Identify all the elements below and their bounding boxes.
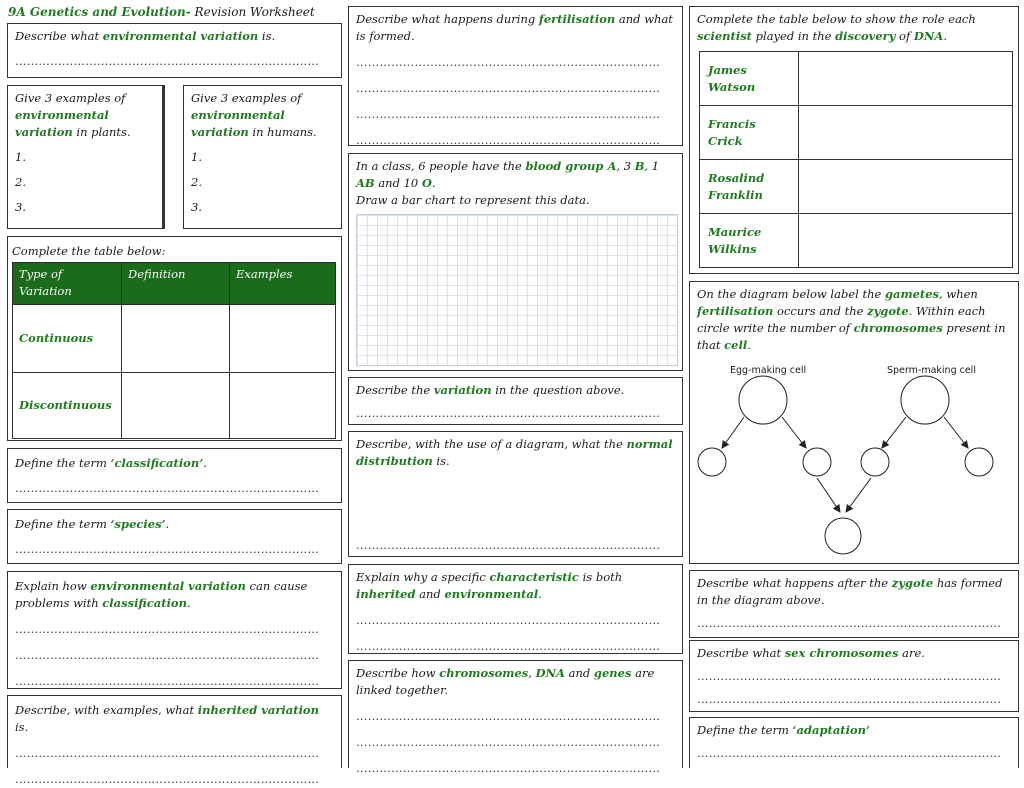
question-text: Describe, with the use of a diagram, what the normal distribution is. — [356, 437, 673, 468]
zygote-cell — [825, 518, 861, 554]
answer-line[interactable]: …………………………………………………………………… — [356, 613, 661, 627]
answer-line[interactable]: …………………………………………………………………… — [356, 538, 661, 552]
sperm-making-cell — [901, 376, 949, 424]
answer-item-2[interactable]: 2. — [15, 175, 26, 189]
question-text: Describe what sex chromosomes are. — [697, 646, 925, 660]
sperm-gamete — [965, 448, 993, 476]
question-inherited-variation — [7, 695, 342, 786]
egg-making-cell — [739, 376, 787, 424]
answer-cell[interactable] — [799, 52, 1013, 106]
question-text: In a class, 6 people have the blood group A, 3 B, 1 AB and 10 O. — [356, 159, 660, 190]
row-label: Continuous — [13, 305, 122, 373]
table-header-cell: Type of Variation — [13, 263, 122, 305]
answer-line[interactable]: …………………………………………………………………… — [15, 622, 320, 636]
question-variation-above — [348, 377, 683, 425]
question-text: Complete the table below: — [12, 244, 166, 258]
answer-line[interactable]: …………………………………………………………………… — [356, 406, 661, 420]
egg-making-cell-label: Egg-making cell — [730, 365, 807, 376]
table-row — [700, 214, 1013, 268]
sperm-making-cell-label: Sperm-making cell — [887, 365, 976, 376]
question-text: Describe what environmental variation is. — [15, 29, 276, 43]
scientists-table — [699, 51, 1013, 268]
answer-line[interactable]: …………………………………………………………………… — [15, 772, 320, 786]
question-characteristic — [348, 564, 683, 654]
scientist-name: Francis Crick — [700, 106, 799, 160]
question-fertilisation — [348, 6, 683, 146]
question-species — [7, 509, 342, 564]
question-classification — [7, 448, 342, 503]
question-text: Describe the variation in the question above. — [356, 383, 625, 397]
table-header-cell: Examples — [230, 263, 336, 305]
answer-line[interactable]: …………………………………………………………………… — [356, 107, 661, 121]
scientist-name: James Watson — [700, 52, 799, 106]
answer-cell[interactable] — [230, 373, 336, 439]
egg-gamete — [803, 448, 831, 476]
answer-line[interactable]: …………………………………………………………………… — [356, 709, 661, 723]
answer-cell[interactable] — [230, 305, 336, 373]
table-header-row — [13, 263, 336, 305]
question-text: Describe what happens during fertilisation and what is formed. — [356, 12, 673, 43]
question-text: Describe, with examples, what inherited variation is. — [15, 703, 319, 734]
egg-gamete — [698, 448, 726, 476]
question-text: Give 3 examples of environmental variation in plants. — [15, 91, 131, 139]
table-row — [700, 160, 1013, 214]
table-header-cell: Definition — [122, 263, 230, 305]
answer-item-3[interactable]: 3. — [191, 200, 202, 214]
arrow-fertilisation-right — [846, 478, 871, 512]
answer-line[interactable]: …………………………………………………………………… — [356, 81, 661, 95]
answer-line[interactable]: …………………………………………………………………… — [15, 542, 320, 556]
arrow-sperm-right — [944, 417, 968, 448]
question-text: Give 3 examples of environmental variation in humans. — [191, 91, 317, 139]
variation-table — [12, 262, 336, 439]
answer-cell[interactable] — [122, 373, 230, 439]
answer-line[interactable]: …………………………………………………………………… — [356, 133, 661, 147]
question-text: Explain why a specific characteristic is both inherited and environmental. — [356, 570, 623, 601]
worksheet-title: 9A Genetics and Evolution- Revision Worksheet — [8, 5, 315, 19]
arrow-fertilisation-left — [817, 478, 840, 512]
answer-item-2[interactable]: 2. — [191, 175, 202, 189]
question-instruction: Draw a bar chart to represent this data. — [356, 193, 590, 207]
question-dna-scientists — [689, 6, 1019, 274]
answer-line[interactable]: …………………………………………………………………… — [356, 639, 661, 653]
question-text: Define the term ‘adaptation’ — [697, 723, 871, 737]
question-sex-chromosomes — [689, 640, 1019, 712]
question-variation-problems — [7, 571, 342, 689]
question-text: Complete the table below to show the role each scientist played in the discovery of DNA. — [697, 12, 976, 43]
answer-line[interactable]: …………………………………………………………………… — [356, 735, 661, 749]
question-text: Define the term ‘classification’. — [15, 456, 207, 470]
question-plants-examples — [7, 85, 165, 229]
answer-line[interactable]: …………………………………………………………………… — [697, 669, 1002, 683]
table-row — [700, 52, 1013, 106]
question-chromosomes-dna-genes — [348, 660, 683, 775]
answer-item-1[interactable]: 1. — [15, 150, 26, 164]
answer-cell[interactable] — [799, 106, 1013, 160]
row-label: Discontinuous — [13, 373, 122, 439]
question-text: Define the term ‘species’. — [15, 517, 170, 531]
scientist-name: Rosalind Franklin — [700, 160, 799, 214]
question-humans-examples — [183, 85, 342, 229]
question-text: Explain how environmental variation can cause problems with classification. — [15, 579, 308, 610]
answer-line[interactable]: …………………………………………………………………… — [697, 616, 1002, 630]
arrow-sperm-left — [882, 417, 906, 448]
answer-cell[interactable] — [799, 214, 1013, 268]
question-environmental-variation — [7, 23, 342, 78]
arrow-egg-left — [722, 417, 744, 448]
answer-line[interactable]: …………………………………………………………………… — [15, 54, 320, 68]
answer-line[interactable]: …………………………………………………………………… — [356, 761, 661, 775]
answer-line[interactable]: …………………………………………………………………… — [356, 55, 661, 69]
arrow-egg-right — [782, 417, 806, 448]
answer-line[interactable]: …………………………………………………………………… — [697, 746, 1002, 760]
answer-item-1[interactable]: 1. — [191, 150, 202, 164]
answer-line[interactable]: …………………………………………………………………… — [15, 746, 320, 760]
table-row — [700, 106, 1013, 160]
answer-line[interactable]: …………………………………………………………………… — [697, 692, 1002, 706]
question-gametes-diagram — [689, 281, 1019, 564]
answer-line[interactable]: …………………………………………………………………… — [15, 674, 320, 688]
answer-line[interactable]: …………………………………………………………………… — [15, 648, 320, 662]
answer-item-3[interactable]: 3. — [15, 200, 26, 214]
question-text: Describe how chromosomes, DNA and genes are linked together. — [356, 666, 655, 697]
answer-line[interactable]: …………………………………………………………………… — [15, 481, 320, 495]
answer-cell[interactable] — [122, 305, 230, 373]
question-text: On the diagram below label the gametes, when fertilisation occurs and the zygote. Within each circle write the number of chromosomes present in that cell. — [697, 287, 1006, 352]
question-text: Describe what happens after the zygote has formed in the diagram above. — [697, 576, 1003, 607]
table-row — [13, 305, 336, 373]
question-after-zygote — [689, 570, 1019, 638]
variation-table-question — [7, 236, 342, 441]
question-normal-distribution — [348, 431, 683, 557]
question-adaptation — [689, 717, 1019, 768]
fertilisation-diagram — [690, 374, 1018, 564]
sperm-gamete — [861, 448, 889, 476]
bar-chart-grid[interactable] — [356, 214, 678, 366]
answer-cell[interactable] — [799, 160, 1013, 214]
table-row — [13, 373, 336, 439]
scientist-name: Maurice Wilkins — [700, 214, 799, 268]
